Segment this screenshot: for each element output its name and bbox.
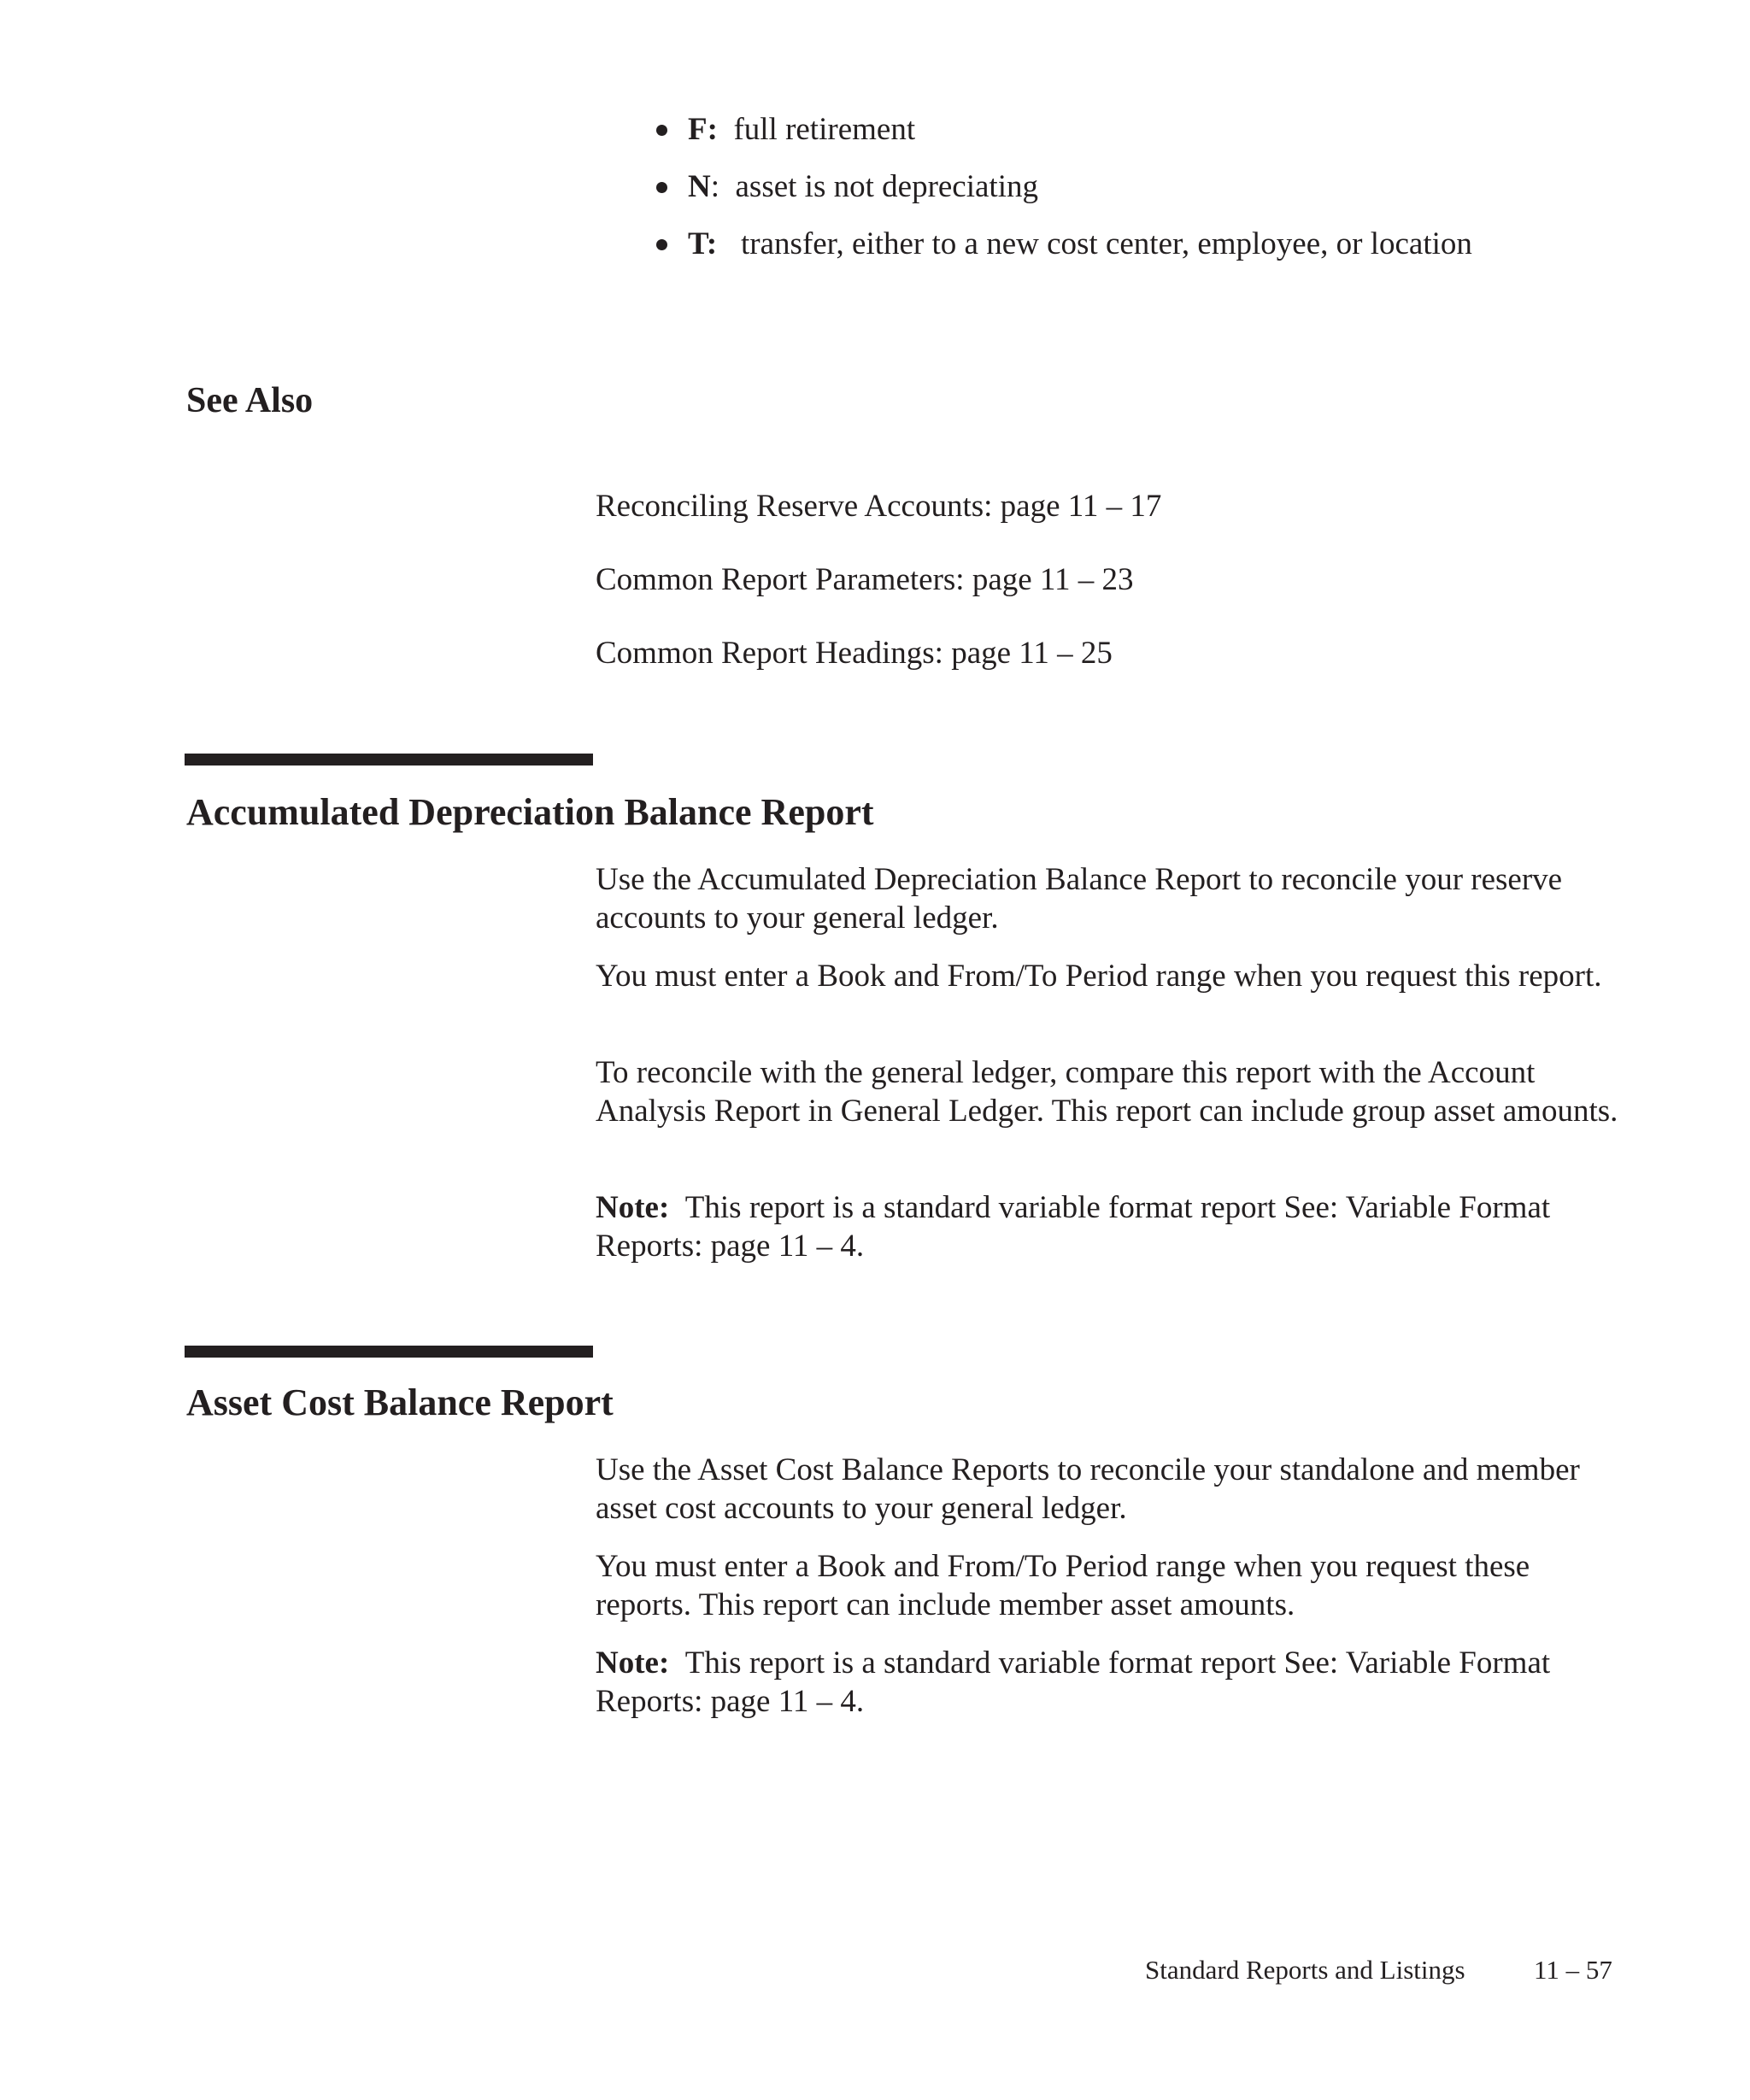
accumulated-paragraph: You must enter a Book and From/To Period range when you request this report. xyxy=(596,959,1602,994)
code-description: transfer, either to a new cost center, employee, or location xyxy=(741,226,1472,261)
code-description: full retirement xyxy=(733,112,916,147)
list-item xyxy=(688,167,1038,208)
accumulated-paragraph: Use the Accumulated Depreciation Balance Report to reconcile your reserve accounts to your general ledger. xyxy=(596,862,1563,936)
spacer xyxy=(718,112,734,147)
bullet-icon xyxy=(656,125,667,136)
see-also-link[interactable]: Common Report Parameters: page 11 – 23 xyxy=(596,562,1134,597)
footer-page-number: 11 – 57 xyxy=(1534,1955,1612,1985)
see-also-heading: See Also xyxy=(186,381,314,420)
list-item xyxy=(688,109,915,150)
note-text: This report is a standard variable format report See: Variable Format Reports: page 11 – 4. xyxy=(596,1190,1551,1264)
asset-cost-paragraph: You must enter a Book and From/To Period range when you request these reports. This report can include member asset amounts. xyxy=(596,1549,1530,1622)
see-also-link[interactable]: Reconciling Reserve Accounts: page 11 – 17 xyxy=(596,489,1162,524)
note-label: Note: xyxy=(596,1190,670,1225)
footer-title: Standard Reports and Listings xyxy=(1145,1955,1465,1985)
bullet-icon xyxy=(656,239,667,250)
code-label: F: xyxy=(688,112,718,147)
section-divider xyxy=(185,754,593,766)
list-item xyxy=(688,224,1472,265)
accumulated-note xyxy=(596,1188,1621,1265)
code-description: : asset is not depreciating xyxy=(710,169,1038,204)
code-label: T: xyxy=(688,226,718,261)
see-also-link[interactable]: Common Report Headings: page 11 – 25 xyxy=(596,636,1113,671)
note-text: This report is a standard variable format report See: Variable Format Reports: page 11 – 4. xyxy=(596,1645,1551,1719)
note-label: Note: xyxy=(596,1645,670,1681)
bullet-icon xyxy=(656,182,667,193)
code-label: N xyxy=(688,169,711,204)
section-divider xyxy=(185,1346,593,1358)
spacer xyxy=(717,226,741,261)
asset-cost-paragraph: Use the Asset Cost Balance Reports to reconcile your standalone and member asset cost accounts to your general ledger. xyxy=(596,1452,1580,1526)
accumulated-paragraph: To reconcile with the general ledger, compare this report with the Account Analysis Report in General Ledger. This report can include group asset amounts. xyxy=(596,1055,1618,1129)
asset-cost-heading: Asset Cost Balance Report xyxy=(186,1381,614,1423)
asset-cost-note xyxy=(596,1644,1621,1721)
accumulated-depreciation-heading: Accumulated Depreciation Balance Report xyxy=(186,791,874,833)
